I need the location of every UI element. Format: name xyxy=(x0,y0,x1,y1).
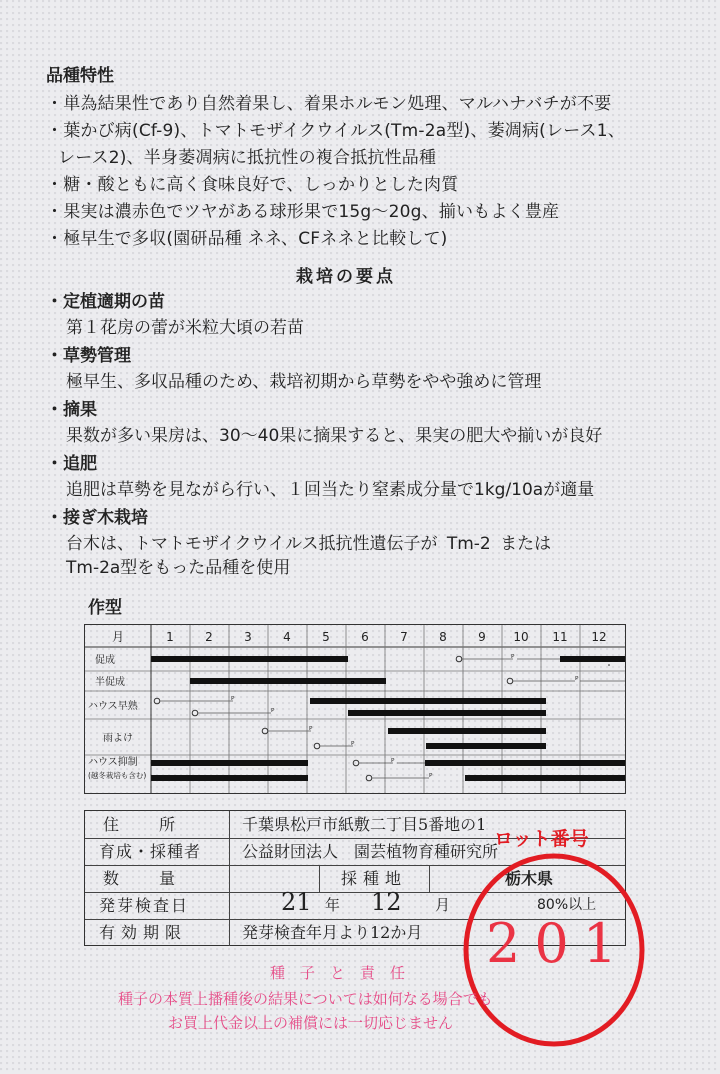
month-6: 6 xyxy=(361,630,369,644)
trait-line-6: ・極早生で多収(園研品種 ネネ、CFネネと比較して) xyxy=(46,229,448,249)
germination-label: 発芽検査日 xyxy=(85,892,230,919)
svg-text:ᴾ: ᴾ xyxy=(575,676,579,686)
point-5-text-2: Tm-2a型をもった品種を使用 xyxy=(66,558,291,578)
month-header-label: 月 xyxy=(111,630,125,644)
lot-number-stamp: 201 xyxy=(486,912,632,975)
lot-highlight-circle xyxy=(458,850,650,1050)
cropping-schedule-chart xyxy=(84,624,626,794)
point-1-title: ・定植適期の苗 xyxy=(46,292,165,312)
row-note-yokusei: (越冬栽培も含む) xyxy=(88,771,147,780)
address-label: 住所 xyxy=(85,811,230,838)
point-2-title: ・草勢管理 xyxy=(46,346,131,366)
disclaimer-line-1: 種子の本質上播種後の結果については如何なる場合でも xyxy=(118,990,493,1008)
trait-line-2: ・葉かび病(Cf-9)、トマトモザイクウイルス(Tm-2a型)、萎凋病(レース1、 xyxy=(46,121,625,141)
row-label-house-wase: ハウス早熟 xyxy=(88,701,138,712)
schedule-heading: 作型 xyxy=(88,598,122,618)
trait-line-1: ・単為結果性であり自然着果し、着果ホルモン処理、マルハナバチが不要 xyxy=(46,94,612,114)
row-label-sokusei: 促成 xyxy=(95,655,115,666)
quantity-label: 数量 xyxy=(85,865,230,892)
point-5-text-1: 台木は、トマトモザイクウイルス抵抗性遺伝子が Tm-2 または xyxy=(66,534,552,554)
expiry-label: 有効期限 xyxy=(85,919,230,946)
ameyoke-bars xyxy=(262,726,546,751)
month-9: 9 xyxy=(478,630,486,644)
month-8: 8 xyxy=(439,630,447,644)
svg-text:ᴾ: ᴾ xyxy=(511,654,515,664)
month-1: 1 xyxy=(166,630,174,644)
month-12: 12 xyxy=(591,630,607,644)
sokusei-bars xyxy=(151,654,625,666)
hansokusei-bars xyxy=(190,676,625,686)
month-11: 11 xyxy=(552,630,568,644)
germination-year: 21 xyxy=(281,888,312,916)
row-label-ameyoke: 雨よけ xyxy=(103,733,133,744)
trait-line-3: レース2)、半身萎凋病に抵抗性の複合抵抗性品種 xyxy=(58,148,437,168)
expiry-value: 発芽検査年月より12か月 xyxy=(242,923,423,942)
origin-value: 栃木県 xyxy=(505,869,554,888)
svg-text:ᴾ: ᴾ xyxy=(309,726,313,736)
lot-number-label: ロット番号 xyxy=(494,828,589,850)
month-10: 10 xyxy=(513,630,529,644)
germination-month: 12 xyxy=(371,888,402,916)
svg-text:ᴾ: ᴾ xyxy=(429,773,433,783)
point-3-title: ・摘果 xyxy=(46,400,97,420)
trait-line-5: ・果実は濃赤色でツヤがある球形果で15g～20g、揃いもよく豊産 xyxy=(46,202,560,222)
breeder-label: 育成・採種者 xyxy=(85,838,230,865)
house-wase-bars xyxy=(154,696,546,718)
disclaimer-title: 種 子 と 責 任 xyxy=(270,964,406,982)
month-5: 5 xyxy=(322,630,330,644)
trait-line-4: ・糖・酸ともに高く食味良好で、しっかりとした肉質 xyxy=(46,175,459,195)
origin-label: 採種地 xyxy=(340,869,407,888)
svg-text:ᴾ: ᴾ xyxy=(391,758,395,768)
point-3-text: 果数が多い果房は、30～40果に摘果すると、果実の肥大や揃いが良好 xyxy=(66,426,603,446)
svg-text:ᴾ: ᴾ xyxy=(351,741,355,751)
point-5-title: ・接ぎ木栽培 xyxy=(46,508,148,528)
year-unit: 年 xyxy=(325,896,341,914)
traits-heading: 品種特性 xyxy=(46,66,114,86)
svg-text:ᴾ: ᴾ xyxy=(231,696,235,706)
germination-rate: 80%以上 xyxy=(537,897,597,913)
house-yokusei-bars xyxy=(151,758,625,783)
breeder-value: 公益財団法人 園芸植物育種研究所 xyxy=(242,842,499,861)
month-4: 4 xyxy=(283,630,291,644)
svg-text:ᴾ: ᴾ xyxy=(271,708,275,718)
month-2: 2 xyxy=(205,630,213,644)
cultivation-heading: 栽培の要点 xyxy=(296,267,396,287)
address-value: 千葉県松戸市紙敷二丁目5番地の1 xyxy=(242,815,487,834)
point-4-title: ・追肥 xyxy=(46,454,97,474)
month-3: 3 xyxy=(244,630,252,644)
month-unit: 月 xyxy=(435,896,451,914)
disclaimer-line-2: お買上代金以上の補償には一切応じません xyxy=(168,1014,454,1032)
cropping-schedule-grid xyxy=(85,625,625,793)
point-1-text: 第１花房の蕾が米粒大頃の若苗 xyxy=(66,318,304,338)
point-4-text: 追肥は草勢を見ながら行い、１回当たり窒素成分量で1kg/10aが適量 xyxy=(66,480,595,500)
point-2-text: 極早生、多収品種のため、栽培初期から草勢をやや強めに管理 xyxy=(66,372,542,392)
row-label-house-yokusei: ハウス抑制 xyxy=(88,757,138,768)
row-label-hansokusei: 半促成 xyxy=(95,677,125,688)
month-7: 7 xyxy=(400,630,408,644)
